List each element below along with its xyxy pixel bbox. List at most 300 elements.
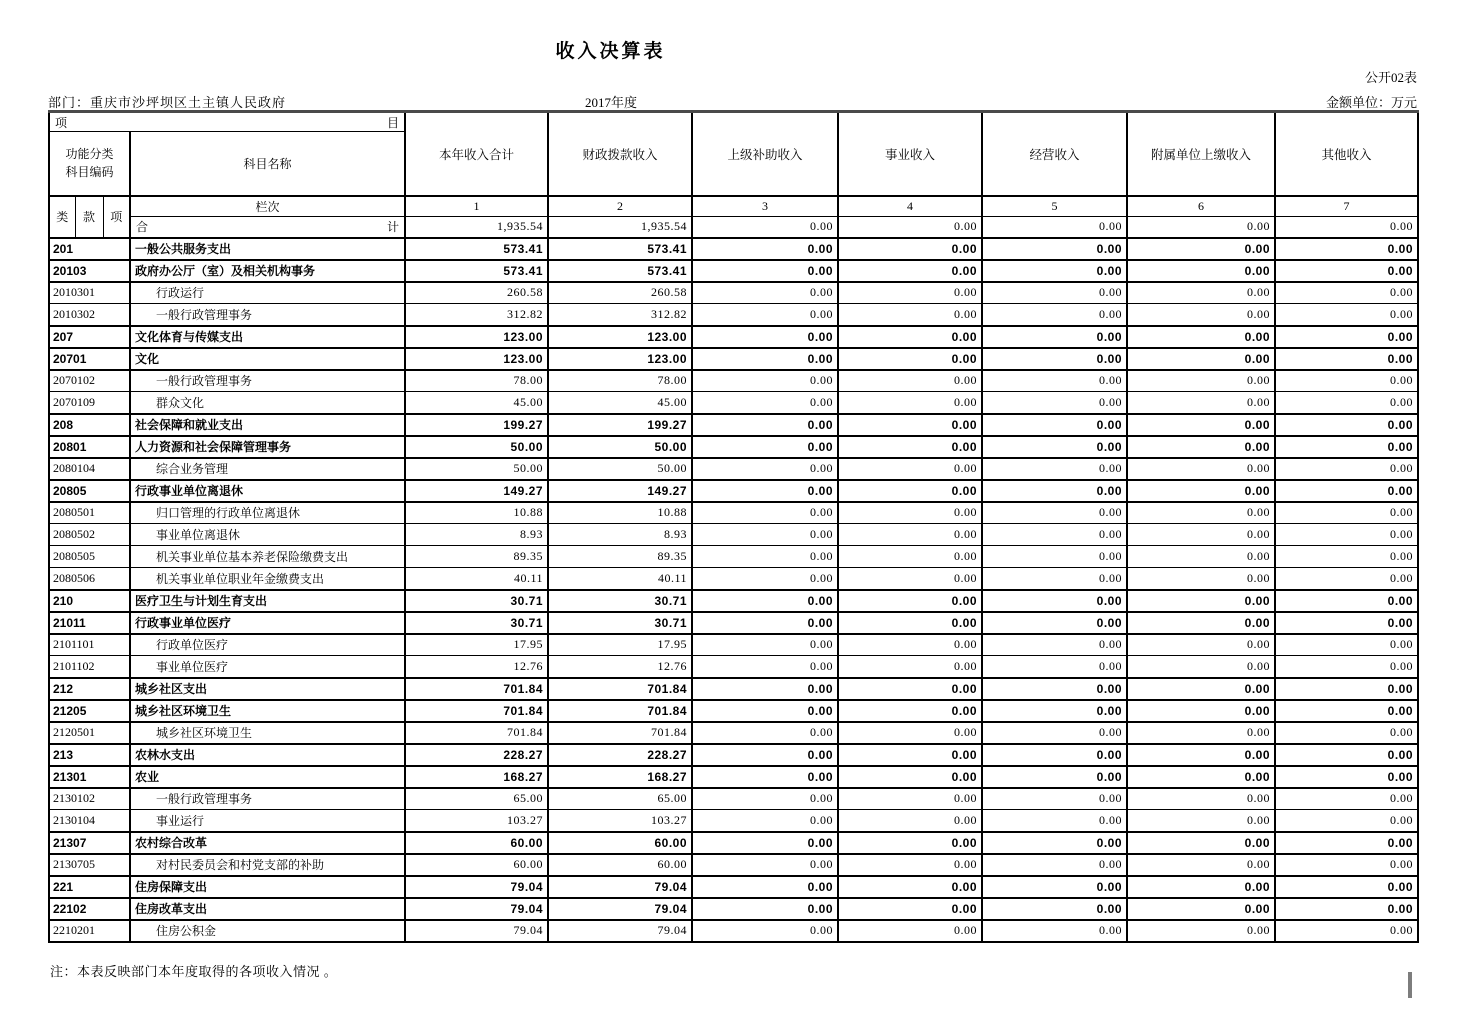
- row-value: 199.27: [548, 414, 692, 436]
- table-row: [49, 458, 1418, 480]
- row-value: 0.00: [838, 480, 982, 502]
- table-row: [49, 634, 1418, 656]
- row-value: 0.00: [1275, 590, 1418, 612]
- row-name: 住房公积金: [130, 920, 405, 942]
- row-value: 701.84: [548, 722, 692, 744]
- table-row: [49, 700, 1418, 722]
- grand-total-row: [49, 217, 1418, 238]
- row-code: 201: [49, 238, 130, 260]
- row-value: 0.00: [692, 568, 838, 590]
- row-value: 0.00: [1127, 876, 1275, 898]
- row-value: 0.00: [1275, 678, 1418, 700]
- row-value: 573.41: [548, 260, 692, 282]
- code-header-line2: 科目编码: [65, 165, 114, 180]
- row-value: 0.00: [692, 304, 838, 326]
- row-value: 0.00: [692, 458, 838, 480]
- table-row: [49, 502, 1418, 524]
- column-header-affiliate: 附属单位上缴收入: [1127, 112, 1275, 196]
- row-value: 0.00: [1275, 282, 1418, 304]
- row-value: 0.00: [1127, 678, 1275, 700]
- total-value: 1,935.54: [548, 217, 692, 238]
- row-value: 45.00: [548, 392, 692, 414]
- row-value: 0.00: [838, 370, 982, 392]
- row-value: 40.11: [548, 568, 692, 590]
- row-value: 79.04: [548, 898, 692, 920]
- row-name: 农业: [130, 766, 405, 788]
- row-value: 0.00: [1275, 810, 1418, 832]
- row-value: 573.41: [548, 238, 692, 260]
- row-value: 701.84: [548, 700, 692, 722]
- total-value: 0.00: [838, 217, 982, 238]
- row-value: 312.82: [405, 304, 548, 326]
- row-code: 22102: [49, 898, 130, 920]
- row-value: 0.00: [692, 326, 838, 348]
- row-value: 8.93: [405, 524, 548, 546]
- row-value: 0.00: [982, 304, 1127, 326]
- row-value: 0.00: [982, 370, 1127, 392]
- page-title: 收入决算表: [555, 41, 666, 62]
- row-name: 归口管理的行政单位离退休: [130, 502, 405, 524]
- row-value: 0.00: [838, 920, 982, 942]
- footnote: 注：本表反映部门本年度取得的各项收入情况 。: [50, 964, 338, 979]
- row-value: 0.00: [982, 810, 1127, 832]
- table-row: [49, 436, 1418, 458]
- row-value: 0.00: [982, 436, 1127, 458]
- code-header-line1: 功能分类: [65, 146, 114, 161]
- row-value: 65.00: [405, 788, 548, 810]
- row-code: 2010301: [49, 282, 130, 304]
- row-value: 0.00: [838, 260, 982, 282]
- row-value: 0.00: [692, 546, 838, 568]
- row-value: 0.00: [982, 590, 1127, 612]
- row-code: 2130104: [49, 810, 130, 832]
- table-row: [49, 568, 1418, 590]
- row-value: 0.00: [838, 414, 982, 436]
- row-code: 2070102: [49, 370, 130, 392]
- row-value: 701.84: [405, 722, 548, 744]
- row-code: 221: [49, 876, 130, 898]
- row-value: 0.00: [1275, 348, 1418, 370]
- table-row: [49, 854, 1418, 876]
- row-value: 149.27: [405, 480, 548, 502]
- row-value: 0.00: [1127, 744, 1275, 766]
- row-value: 0.00: [692, 414, 838, 436]
- row-value: 0.00: [838, 546, 982, 568]
- row-code: 21011: [49, 612, 130, 634]
- row-value: 40.11: [405, 568, 548, 590]
- row-value: 0.00: [1127, 832, 1275, 854]
- row-value: 0.00: [982, 546, 1127, 568]
- row-value: 0.00: [1275, 854, 1418, 876]
- column-number: 4: [838, 196, 982, 217]
- row-value: 0.00: [838, 722, 982, 744]
- row-value: 0.00: [838, 832, 982, 854]
- row-value: 0.00: [1127, 260, 1275, 282]
- row-value: 0.00: [982, 744, 1127, 766]
- row-value: 0.00: [1275, 612, 1418, 634]
- table-row: [49, 304, 1418, 326]
- table-row: [49, 832, 1418, 854]
- row-value: 228.27: [405, 744, 548, 766]
- row-code: 210: [49, 590, 130, 612]
- total-value: 1,935.54: [405, 217, 548, 238]
- row-name: 政府办公厅（室）及相关机构事务: [130, 260, 405, 282]
- row-value: 0.00: [1127, 458, 1275, 480]
- row-value: 0.00: [838, 326, 982, 348]
- column-header-operation: 事业收入: [838, 112, 982, 196]
- row-value: 0.00: [1275, 326, 1418, 348]
- row-value: 79.04: [405, 898, 548, 920]
- row-name: 一般行政管理事务: [130, 370, 405, 392]
- row-value: 0.00: [982, 524, 1127, 546]
- row-code: 2130705: [49, 854, 130, 876]
- row-value: 0.00: [692, 524, 838, 546]
- row-value: 12.76: [548, 656, 692, 678]
- row-value: 0.00: [692, 634, 838, 656]
- row-value: 50.00: [405, 436, 548, 458]
- section-subheader: 款: [75, 196, 103, 238]
- row-value: 0.00: [692, 832, 838, 854]
- total-value: 0.00: [1127, 217, 1275, 238]
- row-name: 社会保障和就业支出: [130, 414, 405, 436]
- row-value: 30.71: [548, 612, 692, 634]
- row-name: 机关事业单位职业年金缴费支出: [130, 568, 405, 590]
- row-code: 2080104: [49, 458, 130, 480]
- row-code: 2101102: [49, 656, 130, 678]
- row-value: 0.00: [982, 568, 1127, 590]
- lanci-header: 栏次: [130, 196, 405, 217]
- row-value: 0.00: [1127, 392, 1275, 414]
- row-value: 0.00: [1275, 480, 1418, 502]
- row-value: 0.00: [692, 656, 838, 678]
- row-value: 0.00: [1275, 392, 1418, 414]
- row-value: 79.04: [548, 876, 692, 898]
- row-value: 0.00: [1127, 546, 1275, 568]
- header-item-right: 目: [387, 115, 400, 130]
- row-value: 0.00: [692, 260, 838, 282]
- row-value: 79.04: [405, 876, 548, 898]
- row-name: 行政事业单位医疗: [130, 612, 405, 634]
- row-value: 0.00: [692, 370, 838, 392]
- row-value: 0.00: [1127, 568, 1275, 590]
- row-value: 78.00: [548, 370, 692, 392]
- row-value: 0.00: [692, 898, 838, 920]
- column-header-other: 其他收入: [1275, 112, 1418, 196]
- table-row: [49, 238, 1418, 260]
- row-code: 21307: [49, 832, 130, 854]
- row-name: 住房改革支出: [130, 898, 405, 920]
- row-value: 0.00: [692, 348, 838, 370]
- row-value: 0.00: [1275, 722, 1418, 744]
- row-value: 0.00: [1275, 304, 1418, 326]
- row-value: 45.00: [405, 392, 548, 414]
- subject-column-header: 科目名称: [130, 132, 405, 196]
- row-value: 0.00: [1127, 436, 1275, 458]
- row-code: 213: [49, 744, 130, 766]
- row-value: 0.00: [982, 876, 1127, 898]
- total-value: 0.00: [982, 217, 1127, 238]
- row-value: 701.84: [548, 678, 692, 700]
- row-value: 0.00: [982, 348, 1127, 370]
- row-value: 0.00: [838, 502, 982, 524]
- table-row: [49, 656, 1418, 678]
- row-value: 0.00: [692, 480, 838, 502]
- table-row: [49, 370, 1418, 392]
- row-value: 312.82: [548, 304, 692, 326]
- row-value: 0.00: [692, 766, 838, 788]
- row-value: 260.58: [548, 282, 692, 304]
- row-value: 0.00: [982, 656, 1127, 678]
- row-value: 79.04: [548, 920, 692, 942]
- table-row: [49, 524, 1418, 546]
- row-value: 0.00: [982, 898, 1127, 920]
- row-value: 10.88: [405, 502, 548, 524]
- row-value: 573.41: [405, 260, 548, 282]
- column-header-fiscal: 财政拨款收入: [548, 112, 692, 196]
- row-value: 701.84: [405, 700, 548, 722]
- row-value: 0.00: [838, 238, 982, 260]
- header-item-spanner: [49, 112, 405, 132]
- row-code: 2101101: [49, 634, 130, 656]
- row-value: 0.00: [1127, 722, 1275, 744]
- row-value: 89.35: [405, 546, 548, 568]
- row-value: 0.00: [982, 700, 1127, 722]
- row-value: 0.00: [1275, 656, 1418, 678]
- row-value: 573.41: [405, 238, 548, 260]
- row-name: 城乡社区环境卫生: [130, 700, 405, 722]
- row-code: 21301: [49, 766, 130, 788]
- row-value: 0.00: [1275, 546, 1418, 568]
- row-name: 群众文化: [130, 392, 405, 414]
- row-value: 123.00: [548, 348, 692, 370]
- row-value: 50.00: [548, 436, 692, 458]
- row-value: 0.00: [1275, 502, 1418, 524]
- row-name: 农村综合改革: [130, 832, 405, 854]
- table-row: [49, 744, 1418, 766]
- row-value: 0.00: [1127, 524, 1275, 546]
- row-value: 0.00: [692, 282, 838, 304]
- table-row: [49, 810, 1418, 832]
- row-value: 199.27: [405, 414, 548, 436]
- row-value: 10.88: [548, 502, 692, 524]
- row-value: 0.00: [1275, 766, 1418, 788]
- row-name: 对村民委员会和村党支部的补助: [130, 854, 405, 876]
- row-value: 0.00: [982, 854, 1127, 876]
- row-value: 89.35: [548, 546, 692, 568]
- row-value: 0.00: [1127, 238, 1275, 260]
- row-value: 0.00: [982, 612, 1127, 634]
- row-value: 0.00: [692, 920, 838, 942]
- row-code: 2210201: [49, 920, 130, 942]
- row-value: 0.00: [1275, 238, 1418, 260]
- row-code: 20805: [49, 480, 130, 502]
- row-value: 0.00: [838, 678, 982, 700]
- row-name: 文化: [130, 348, 405, 370]
- row-value: 0.00: [1127, 326, 1275, 348]
- row-value: 0.00: [838, 612, 982, 634]
- row-name: 一般行政管理事务: [130, 788, 405, 810]
- row-code: 20103: [49, 260, 130, 282]
- table-code-label: 公开02表: [1364, 70, 1417, 85]
- row-code: 2130102: [49, 788, 130, 810]
- unit-label: 金额单位：万元: [1325, 95, 1417, 110]
- row-value: 0.00: [982, 920, 1127, 942]
- row-name: 医疗卫生与计划生育支出: [130, 590, 405, 612]
- total-value: 0.00: [692, 217, 838, 238]
- row-value: 0.00: [838, 700, 982, 722]
- row-value: 0.00: [1275, 436, 1418, 458]
- row-code: 2070109: [49, 392, 130, 414]
- table-row: [49, 788, 1418, 810]
- row-name: 一般公共服务支出: [130, 238, 405, 260]
- table-row: [49, 348, 1418, 370]
- row-value: 30.71: [405, 612, 548, 634]
- row-value: 0.00: [1127, 370, 1275, 392]
- row-value: 0.00: [1127, 348, 1275, 370]
- code-column-header: [49, 132, 130, 196]
- row-value: 0.00: [1275, 524, 1418, 546]
- row-value: 0.00: [838, 810, 982, 832]
- row-name: 事业单位离退休: [130, 524, 405, 546]
- row-name: 农林水支出: [130, 744, 405, 766]
- column-header-total: 本年收入合计: [405, 112, 548, 196]
- row-value: 0.00: [692, 436, 838, 458]
- row-value: 0.00: [692, 876, 838, 898]
- row-name: 行政单位医疗: [130, 634, 405, 656]
- row-value: 0.00: [692, 238, 838, 260]
- row-value: 0.00: [838, 788, 982, 810]
- row-code: 212: [49, 678, 130, 700]
- table-row: [49, 260, 1418, 282]
- row-value: 0.00: [692, 678, 838, 700]
- row-value: 17.95: [405, 634, 548, 656]
- row-value: 0.00: [838, 590, 982, 612]
- row-value: 79.04: [405, 920, 548, 942]
- row-value: 0.00: [838, 524, 982, 546]
- fiscal-year-label: 2017年度: [585, 95, 638, 110]
- row-value: 0.00: [1127, 854, 1275, 876]
- table-row: [49, 920, 1418, 942]
- table-row: [49, 546, 1418, 568]
- class-subheader: 类: [49, 196, 75, 238]
- row-code: 2080506: [49, 568, 130, 590]
- row-value: 50.00: [405, 458, 548, 480]
- row-value: 0.00: [1127, 766, 1275, 788]
- row-name: 人力资源和社会保障管理事务: [130, 436, 405, 458]
- row-value: 260.58: [405, 282, 548, 304]
- row-name: 机关事业单位基本养老保险缴费支出: [130, 546, 405, 568]
- row-value: 0.00: [1127, 656, 1275, 678]
- row-value: 0.00: [838, 744, 982, 766]
- row-value: 0.00: [1127, 920, 1275, 942]
- row-value: 30.71: [405, 590, 548, 612]
- row-value: 0.00: [838, 568, 982, 590]
- row-value: 0.00: [838, 766, 982, 788]
- row-value: 0.00: [838, 898, 982, 920]
- row-value: 0.00: [1127, 480, 1275, 502]
- row-value: 0.00: [838, 304, 982, 326]
- row-value: 0.00: [982, 392, 1127, 414]
- row-value: 0.00: [1275, 458, 1418, 480]
- table-row: [49, 590, 1418, 612]
- column-number: 2: [548, 196, 692, 217]
- row-value: 0.00: [838, 348, 982, 370]
- row-value: 0.00: [982, 414, 1127, 436]
- row-value: 0.00: [1127, 304, 1275, 326]
- row-value: 0.00: [982, 326, 1127, 348]
- row-value: 0.00: [1275, 634, 1418, 656]
- row-value: 123.00: [405, 326, 548, 348]
- table-row: [49, 722, 1418, 744]
- row-code: 207: [49, 326, 130, 348]
- row-name: 行政事业单位离退休: [130, 480, 405, 502]
- row-value: 0.00: [1275, 788, 1418, 810]
- row-value: 0.00: [1127, 634, 1275, 656]
- row-value: 0.00: [838, 876, 982, 898]
- row-value: 0.00: [1275, 898, 1418, 920]
- row-value: 0.00: [1127, 700, 1275, 722]
- row-value: 0.00: [692, 392, 838, 414]
- row-value: 0.00: [1127, 612, 1275, 634]
- row-code: 2080502: [49, 524, 130, 546]
- column-number: 5: [982, 196, 1127, 217]
- row-value: 0.00: [692, 700, 838, 722]
- row-value: 0.00: [1127, 788, 1275, 810]
- row-value: 0.00: [982, 260, 1127, 282]
- grand-total-label: 合 计: [130, 217, 405, 238]
- row-value: 0.00: [982, 678, 1127, 700]
- item-subheader: 项: [103, 196, 130, 238]
- row-value: 0.00: [1275, 370, 1418, 392]
- row-code: 21205: [49, 700, 130, 722]
- row-value: 0.00: [692, 502, 838, 524]
- row-value: 0.00: [1127, 898, 1275, 920]
- row-code: 2010302: [49, 304, 130, 326]
- row-value: 60.00: [548, 854, 692, 876]
- row-value: 0.00: [982, 788, 1127, 810]
- row-value: 0.00: [1127, 414, 1275, 436]
- row-name: 综合业务管理: [130, 458, 405, 480]
- row-code: 20801: [49, 436, 130, 458]
- header-item-left: 项: [55, 115, 68, 130]
- row-code: 2080505: [49, 546, 130, 568]
- row-value: 0.00: [692, 722, 838, 744]
- row-value: 0.00: [838, 392, 982, 414]
- column-number: 3: [692, 196, 838, 217]
- row-value: 50.00: [548, 458, 692, 480]
- row-name: 城乡社区支出: [130, 678, 405, 700]
- department-label: 部门：重庆市沙坪坝区土主镇人民政府: [48, 95, 287, 110]
- row-value: 30.71: [548, 590, 692, 612]
- row-value: 65.00: [548, 788, 692, 810]
- row-name: 一般行政管理事务: [130, 304, 405, 326]
- table-row: [49, 766, 1418, 788]
- row-value: 123.00: [405, 348, 548, 370]
- row-code: 208: [49, 414, 130, 436]
- column-header-superior: 上级补助收入: [692, 112, 838, 196]
- row-value: 168.27: [405, 766, 548, 788]
- table-row: [49, 326, 1418, 348]
- table-row: [49, 612, 1418, 634]
- row-name: 事业运行: [130, 810, 405, 832]
- row-value: 0.00: [1275, 876, 1418, 898]
- row-value: 103.27: [405, 810, 548, 832]
- row-value: 0.00: [1127, 502, 1275, 524]
- table-row: [49, 414, 1418, 436]
- row-value: 0.00: [982, 458, 1127, 480]
- row-value: 0.00: [692, 854, 838, 876]
- row-name: 城乡社区环境卫生: [130, 722, 405, 744]
